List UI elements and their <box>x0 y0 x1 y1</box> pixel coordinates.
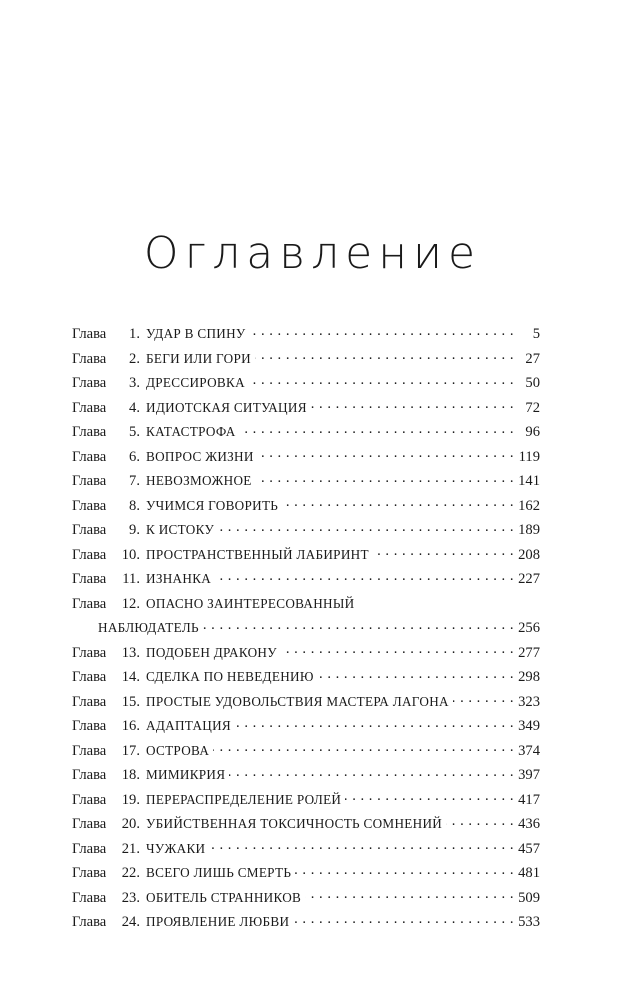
page-number: 323 <box>518 693 540 710</box>
toc-entry[interactable] <box>72 763 540 788</box>
chapter-title: МИМИКРИЯ <box>146 767 226 782</box>
chapter-number: 1 . <box>114 323 140 347</box>
dot-leader <box>453 692 514 706</box>
page-number: 208 <box>518 546 540 563</box>
toc-entry[interactable] <box>72 469 540 494</box>
chapter-word: Глава <box>72 497 107 514</box>
toc-entry[interactable] <box>72 910 540 935</box>
dot-leader <box>258 447 514 461</box>
toc-entry[interactable] <box>72 641 540 666</box>
chapter-word: Глава <box>72 791 107 808</box>
dot-leader <box>240 422 514 436</box>
chapter-number: 24 . <box>114 911 140 935</box>
chapter-number: 17 . <box>114 740 140 764</box>
toc-entry[interactable] <box>72 665 540 690</box>
toc-entry[interactable] <box>72 739 540 764</box>
dot-leader <box>446 814 514 828</box>
toc-entry[interactable] <box>72 886 540 911</box>
page-number: 5 <box>532 326 540 342</box>
chapter-word: Глава <box>72 644 107 661</box>
chapter-number: 5 . <box>114 421 140 445</box>
page-title: Оглавление <box>143 228 482 279</box>
chapter-title: КАТАСТРОФА <box>146 424 236 439</box>
chapter-word: Глава <box>72 424 107 440</box>
chapter-word: Глава <box>72 718 107 734</box>
chapter-number: 2 . <box>114 348 140 372</box>
dot-leader <box>305 888 514 902</box>
toc-entry[interactable] <box>72 494 540 519</box>
chapter-word: Глава <box>72 571 107 587</box>
dot-leader <box>256 471 514 485</box>
dot-leader <box>318 667 514 681</box>
page-number: 397 <box>518 767 540 783</box>
dot-leader <box>311 398 514 412</box>
page-number: 298 <box>518 669 540 685</box>
toc-entry[interactable] <box>72 861 540 886</box>
page-number: 27 <box>525 350 540 367</box>
chapter-title: ДРЕССИРОВКА <box>146 375 245 390</box>
page-number: 119 <box>518 448 540 465</box>
chapter-word: Глава <box>72 669 107 685</box>
dot-leader <box>250 324 514 338</box>
dot-leader <box>209 839 514 853</box>
page-number: 417 <box>518 791 540 808</box>
chapter-number: 15 . <box>114 691 140 715</box>
chapter-word: Глава <box>72 473 107 489</box>
chapter-word: Глава <box>72 767 107 783</box>
toc-entry[interactable] <box>72 420 540 445</box>
dot-leader <box>229 765 514 779</box>
chapter-title: ЧУЖАКИ <box>146 840 206 856</box>
toc-entry[interactable] <box>72 837 540 862</box>
chapter-number: 21 . <box>114 838 140 862</box>
dot-leader <box>345 790 514 804</box>
chapter-number: 3 . <box>114 372 140 396</box>
dot-leader <box>282 496 514 510</box>
chapter-number: 7 . <box>114 470 140 494</box>
chapter-word: Глава <box>72 840 107 857</box>
chapter-word: Глава <box>72 914 107 930</box>
page-number: 227 <box>518 571 540 587</box>
chapter-word: Глава <box>72 448 107 465</box>
dot-leader <box>249 373 514 387</box>
page-number: 189 <box>518 522 540 538</box>
chapter-title: ПРОЯВЛЕНИЕ ЛЮБВИ <box>146 914 290 929</box>
chapter-title: ОПАСНО ЗАИНТЕРЕСОВАННЫЙ <box>146 595 355 611</box>
chapter-number: 14 . <box>114 666 140 690</box>
chapter-number: 20 . <box>114 813 140 837</box>
toc-entry[interactable] <box>72 788 540 813</box>
page-number: 141 <box>518 473 540 489</box>
chapter-word: Глава <box>72 693 107 710</box>
toc-entry[interactable] <box>72 371 540 396</box>
chapter-number: 13 . <box>114 642 140 666</box>
chapter-title: К ИСТОКУ <box>146 522 215 537</box>
chapter-word: Глава <box>72 522 107 538</box>
dot-leader <box>215 569 514 583</box>
chapter-word: Глава <box>72 399 107 416</box>
toc-entry[interactable] <box>72 347 540 372</box>
chapter-number: 18 . <box>114 764 140 788</box>
chapter-number: 10 . <box>114 544 140 568</box>
page-number: 277 <box>518 644 540 661</box>
chapter-title: СДЕЛКА ПО НЕВЕДЕНИЮ <box>146 669 314 684</box>
chapter-title: ВСЕГО ЛИШЬ СМЕРТЬ <box>146 865 292 880</box>
chapter-number: 11 . <box>114 568 140 592</box>
chapter-title: ОСТРОВА <box>146 742 210 758</box>
chapter-word: Глава <box>72 326 107 342</box>
page-number: 72 <box>525 399 540 416</box>
chapter-word: Глава <box>72 742 107 759</box>
chapter-title: УДАР В СПИНУ <box>146 326 246 341</box>
page-number: 457 <box>518 840 540 857</box>
toc-entry[interactable] <box>72 812 540 837</box>
chapter-word: Глава <box>72 350 107 367</box>
chapter-title-continued: НАБЛЮДАТЕЛЬ <box>98 620 199 635</box>
dot-leader <box>255 349 514 363</box>
page-number: 162 <box>518 497 540 514</box>
dot-leader <box>203 618 514 632</box>
table-of-contents <box>72 322 540 935</box>
toc-entry[interactable] <box>72 714 540 739</box>
dot-leader <box>293 912 514 926</box>
chapter-title: ИЗНАНКА <box>146 571 212 586</box>
page-number: 481 <box>518 865 540 881</box>
chapter-number: 6 . <box>114 446 140 470</box>
dot-leader <box>235 716 514 730</box>
toc-entry[interactable] <box>72 322 540 347</box>
chapter-number: 23 . <box>114 887 140 911</box>
chapter-number: 22 . <box>114 862 140 886</box>
chapter-word: Глава <box>72 816 107 832</box>
chapter-title: АДАПТАЦИЯ <box>146 718 232 733</box>
chapter-word: Глава <box>72 595 107 612</box>
page-number: 374 <box>518 742 540 759</box>
page-number: 256 <box>518 620 540 636</box>
chapter-number: 12 . <box>114 593 140 617</box>
chapter-number: 19 . <box>114 789 140 813</box>
toc-entry[interactable] <box>72 690 540 715</box>
dot-leader <box>281 643 514 657</box>
chapter-title: ПРОСТЫЕ УДОВОЛЬСТВИЯ МАСТЕРА ЛАГОНА <box>146 693 449 709</box>
chapter-word: Глава <box>72 546 107 563</box>
toc-entry[interactable] <box>72 518 540 543</box>
chapter-title: ВОПРОС ЖИЗНИ <box>146 448 254 464</box>
dot-leader <box>218 520 514 534</box>
toc-entry[interactable] <box>72 543 540 568</box>
chapter-word: Глава <box>72 375 107 391</box>
chapter-title: БЕГИ ИЛИ ГОРИ <box>146 350 251 366</box>
toc-entry[interactable] <box>72 396 540 421</box>
chapter-number: 9 . <box>114 519 140 543</box>
chapter-number: 16 . <box>114 715 140 739</box>
page-number: 50 <box>525 375 540 391</box>
chapter-title: ПРОСТРАНСТВЕННЫЙ ЛАБИРИНТ <box>146 546 369 562</box>
page-number: 436 <box>518 816 540 832</box>
page-number: 349 <box>518 718 540 734</box>
toc-entry[interactable] <box>72 592 540 641</box>
chapter-title: УЧИМСЯ ГОВОРИТЬ <box>146 497 279 513</box>
chapter-title: НЕВОЗМОЖНОЕ <box>146 473 252 488</box>
page-number: 96 <box>525 424 540 440</box>
toc-entry[interactable] <box>72 567 540 592</box>
chapter-title: ПЕРЕРАСПРЕДЕЛЕНИЕ РОЛЕЙ <box>146 791 342 807</box>
chapter-word: Глава <box>72 889 107 906</box>
chapter-number: 4 . <box>114 397 140 421</box>
dot-leader <box>213 741 514 755</box>
chapter-number: 8 . <box>114 495 140 519</box>
toc-entry[interactable] <box>72 445 540 470</box>
chapter-title: ИДИОТСКАЯ СИТУАЦИЯ <box>146 399 307 415</box>
dot-leader <box>373 545 514 559</box>
page-number: 533 <box>518 914 540 930</box>
page-number: 509 <box>518 889 540 906</box>
dot-leader <box>295 863 514 877</box>
chapter-word: Глава <box>72 865 107 881</box>
chapter-title: ПОДОБЕН ДРАКОНУ <box>146 644 277 660</box>
chapter-title: УБИЙСТВЕННАЯ ТОКСИЧНОСТЬ СОМНЕНИЙ <box>146 816 443 831</box>
chapter-title: ОБИТЕЛЬ СТРАННИКОВ <box>146 889 302 905</box>
